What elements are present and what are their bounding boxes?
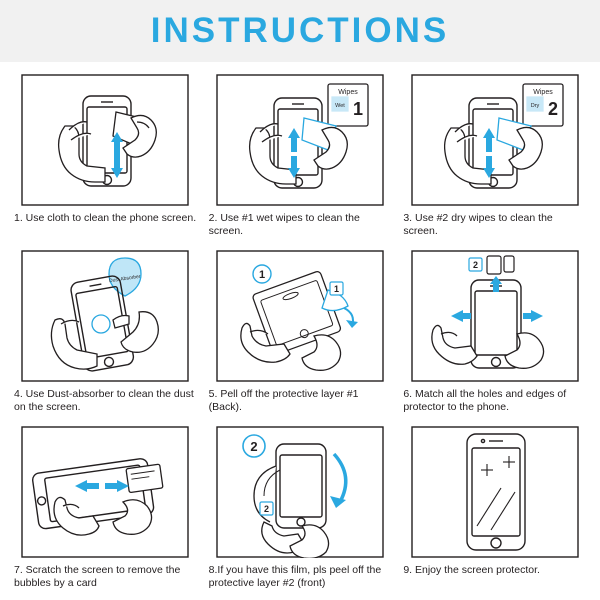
svg-text:2: 2	[547, 99, 558, 119]
svg-text:Wet: Wet	[335, 103, 345, 109]
svg-text:1: 1	[352, 99, 363, 119]
step-card-9	[397, 420, 592, 596]
step-card-2	[203, 68, 398, 244]
step-illustration-2	[216, 74, 384, 206]
svg-text:2: 2	[472, 260, 478, 270]
step-illustration-5	[216, 250, 384, 382]
svg-text:2: 2	[263, 504, 269, 514]
step-card-1	[8, 68, 203, 244]
step-card-6	[397, 244, 592, 420]
step-illustration-8	[216, 426, 384, 558]
step-illustration-9	[411, 426, 579, 558]
step-caption-1: 1. Use cloth to clean the phone screen.	[14, 212, 197, 224]
step-caption-9: 9. Enjoy the screen protector.	[403, 564, 540, 576]
step-illustration-3	[411, 74, 579, 206]
step-card-5	[203, 244, 398, 420]
svg-text:1: 1	[258, 269, 266, 281]
wipes-packet-label-3: Wipes	[532, 89, 553, 96]
step-card-4	[8, 244, 203, 420]
step-caption-3: 3. Use #2 dry wipes to clean the screen.	[403, 212, 553, 237]
step-caption-6: 6. Match all the holes and edges of protector to the phone.	[403, 388, 567, 413]
svg-text:Dry: Dry	[530, 103, 539, 109]
step-caption-7: 7. Scratch the screen to remove the bubbles by a card	[14, 564, 181, 589]
dust-absorber-label: Dust Absorber	[109, 273, 142, 285]
svg-text:2: 2	[250, 439, 258, 454]
step-caption-4: 4. Use Dust-absorber to clean the dust on the screen.	[14, 388, 194, 413]
svg-text:1: 1	[333, 284, 339, 294]
wipes-packet-label-2: Wipes	[338, 89, 358, 96]
page-title: INSTRUCTIONS	[150, 11, 450, 50]
step-caption-5: 5. Pell off the protective layer #1 (Back).	[208, 388, 359, 413]
header-banner	[0, 0, 600, 62]
step-illustration-1	[21, 74, 189, 206]
steps-grid	[0, 62, 600, 600]
step-illustration-7	[21, 426, 189, 558]
step-illustration-6	[411, 250, 579, 382]
step-card-3	[397, 68, 592, 244]
step-card-7	[8, 420, 203, 596]
step-caption-2: 2. Use #1 wet wipes to clean the screen.	[208, 212, 360, 237]
step-card-8	[203, 420, 398, 596]
step-caption-8: 8.If you have this film, pls peel off the protective layer #2 (front)	[208, 564, 382, 589]
step-illustration-4	[21, 250, 189, 382]
